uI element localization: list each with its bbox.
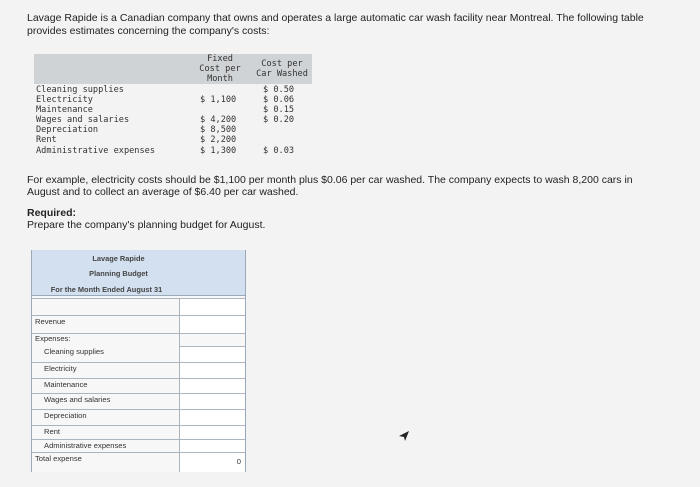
cost-row-wages: Wages and salaries $ 4,200 $ 0.20 <box>36 115 295 125</box>
problem-intro: Lavage Rapide is a Canadian company that owns and operates a large automatic car wash facility near Montreal. The following table provides estimates concerning the company's costs: <box>27 12 644 37</box>
variable-cost-header: Cost per Car Washed <box>256 59 308 79</box>
budget-blank-row <box>32 298 245 315</box>
cleaning-amount-input[interactable] <box>179 346 245 362</box>
cost-row-rent: Rent $ 2,200 <box>36 135 237 145</box>
cost-estimates-table <box>34 54 312 160</box>
cost-row-admin: Administrative expenses $ 1,300 $ 0.03 <box>36 146 295 156</box>
budget-title: Planning Budget <box>89 269 148 278</box>
budget-row-depreciation: Depreciation <box>32 409 245 425</box>
total-expense-amount: 0 <box>179 453 245 472</box>
budget-row-expenses: Expenses: <box>32 333 245 346</box>
cost-row-depreciation: Depreciation $ 8,500 <box>36 125 237 135</box>
rent-amount-input[interactable] <box>179 426 245 439</box>
planning-budget-form <box>31 250 246 472</box>
cost-row-electricity: Electricity $ 1,100 $ 0.06 <box>36 95 295 105</box>
budget-row-admin: Administrative expenses <box>32 439 245 452</box>
cost-row-cleaning: Cleaning supplies $ 0.50 <box>36 85 295 95</box>
budget-period: For the Month Ended August 31 <box>50 285 163 294</box>
wages-amount-input[interactable] <box>179 394 245 409</box>
budget-row-total: Total expense 0 <box>32 452 245 472</box>
budget-row-cleaning: Cleaning supplies <box>32 346 245 362</box>
budget-row-rent: Rent <box>32 425 245 439</box>
required-text: Prepare the company's planning budget for August. <box>27 219 266 231</box>
revenue-amount-input[interactable] <box>179 316 245 333</box>
electricity-amount-input[interactable] <box>179 363 245 378</box>
fixed-cost-header: Fixed Cost per Month <box>199 54 241 84</box>
admin-amount-input[interactable] <box>179 440 245 452</box>
required-heading: Required: <box>27 207 77 219</box>
mouse-pointer-icon <box>398 430 410 442</box>
budget-row-wages: Wages and salaries <box>32 393 245 409</box>
cost-table-header <box>34 54 312 84</box>
budget-row-electricity: Electricity <box>32 362 245 378</box>
example-text: For example, electricity costs should be $1,100 per month plus $0.06 per car washed. The company expects to wash 8,200 cars in August and to collect an average of $6.40 per car washed. <box>27 174 633 198</box>
maintenance-amount-input[interactable] <box>179 379 245 393</box>
budget-row-maintenance: Maintenance <box>32 378 245 393</box>
budget-row-revenue: Revenue <box>32 315 245 333</box>
depreciation-amount-input[interactable] <box>179 410 245 425</box>
budget-header <box>32 250 245 296</box>
blank-amount-input[interactable] <box>179 299 245 315</box>
budget-company: Lavage Rapide <box>92 254 145 263</box>
cost-row-maintenance: Maintenance $ 0.15 <box>36 105 295 115</box>
